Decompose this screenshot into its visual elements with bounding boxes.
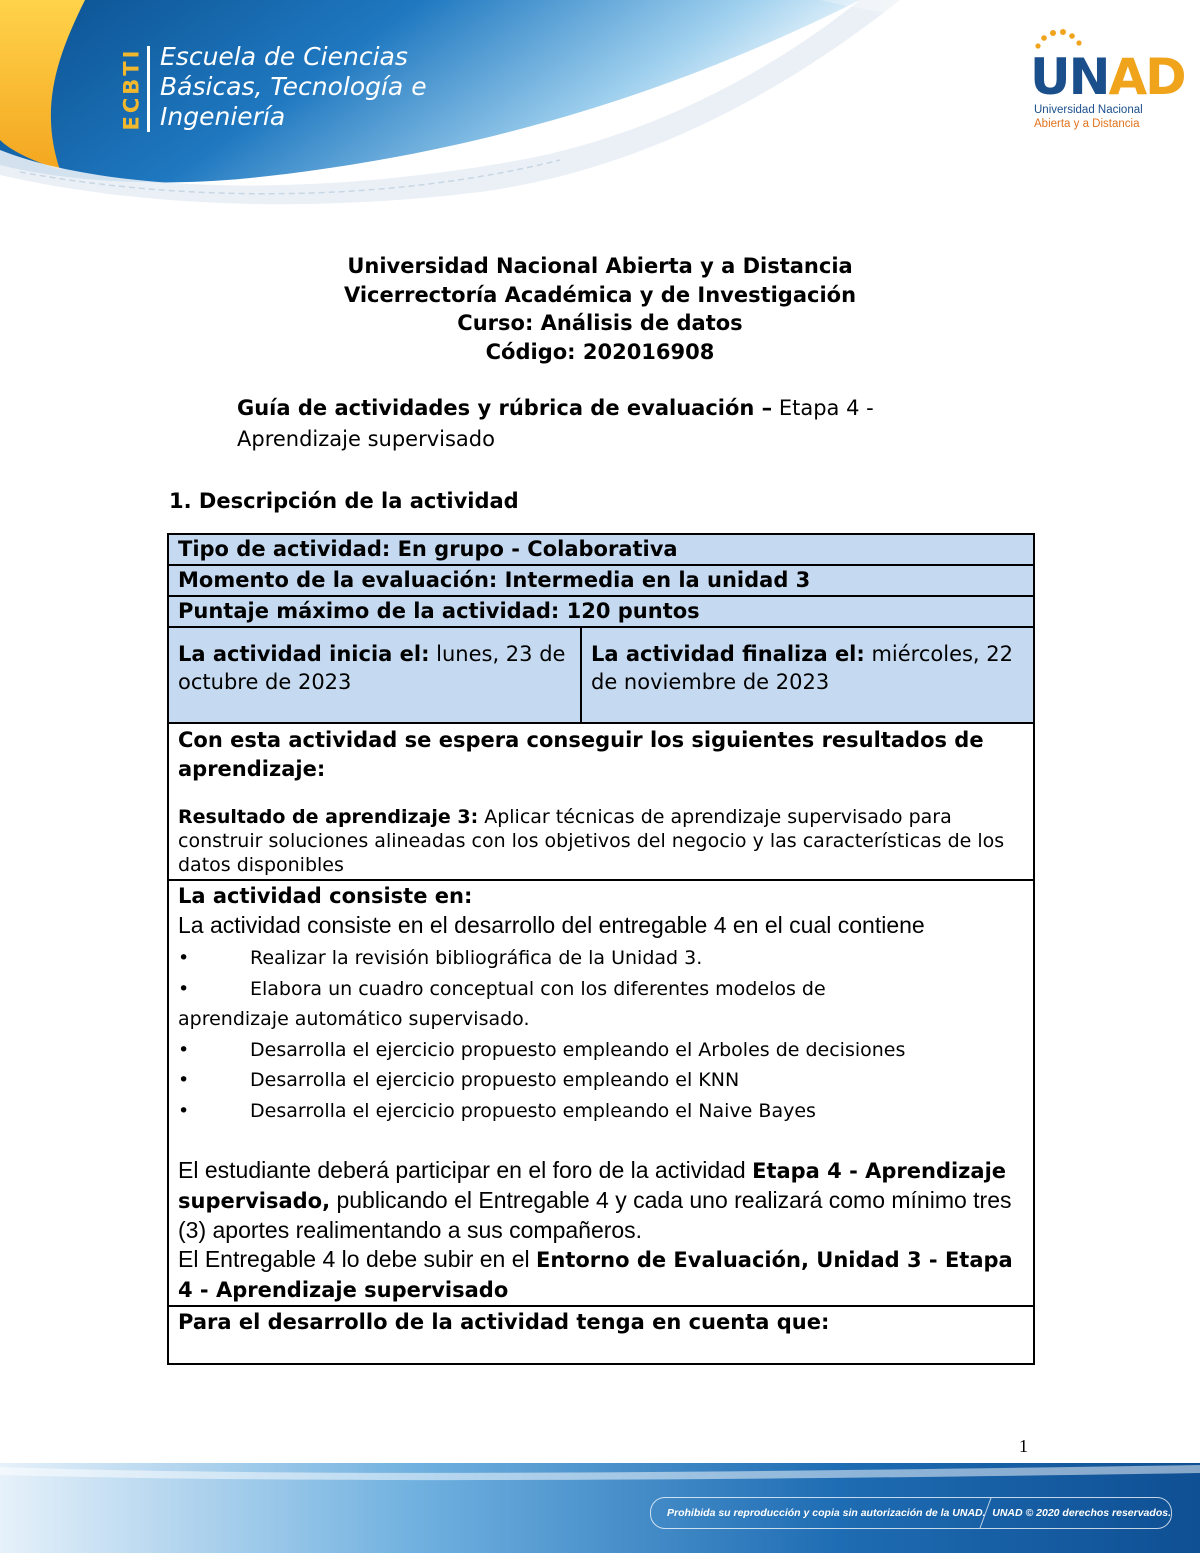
table-row — [168, 627, 1034, 723]
school-name-line: Ingeniería — [160, 102, 286, 131]
list-item-continuation: aprendizaje automático supervisado. — [178, 1008, 530, 1030]
activity-consists-heading: La actividad consiste en: — [178, 884, 473, 908]
section-title: 1. Descripción de la actividad — [169, 489, 519, 513]
submission-instructions: El Entregable 4 lo debe subir en el Entorno de Evaluación, Unidad 3 - Etapa 4 - Aprendizaje supervisado — [178, 1246, 1013, 1302]
table-row — [168, 596, 1034, 627]
course-name: Curso: Análisis de datos — [457, 311, 743, 335]
activity-task-list — [178, 943, 1033, 1126]
footer-banner — [0, 1463, 1200, 1553]
logo-subtitle-1: Universidad Nacional — [1034, 104, 1143, 116]
max-score-cell: Puntaje máximo de la actividad: 120 puntos — [168, 596, 1034, 627]
table-row — [168, 1306, 1034, 1364]
footer-copy-notice: Prohibida su reproducción y copia sin autorización de la UNAD. — [667, 1507, 986, 1519]
university-name: Universidad Nacional Abierta y a Distancia — [347, 254, 853, 278]
logo-subtitle-2: Abierta y a Distancia — [1034, 118, 1140, 130]
list-item: • Desarrolla el ejercicio propuesto empleando el KNN — [178, 1069, 740, 1091]
table-row — [168, 723, 1034, 880]
footer-rights: UNAD © 2020 derechos reservados. — [992, 1507, 1171, 1519]
logo-dots-icon — [1030, 28, 1090, 50]
list-item: • Realizar la revisión bibliográfica de la Unidad 3. — [178, 947, 703, 969]
ecbti-vertical-label: ECBTI — [119, 47, 143, 131]
evaluation-moment-cell: Momento de la evaluación: Intermedia en la unidad 3 — [168, 565, 1034, 596]
table-row — [168, 880, 1034, 1306]
footer-notice — [650, 1497, 1172, 1529]
guide-title-rest: Etapa 4 - Aprendizaje supervisado — [237, 396, 874, 451]
unad-wordmark — [1030, 48, 1185, 106]
unad-letter-n: N — [1068, 48, 1109, 106]
table-row — [168, 565, 1034, 596]
table-row — [168, 534, 1034, 565]
activity-consists-cell — [168, 880, 1034, 1306]
page-number: 1 — [1019, 1436, 1028, 1456]
learning-outcomes-heading: Con esta actividad se espera conseguir los siguientes resultados de aprendizaje: — [178, 728, 984, 781]
end-date-cell: La actividad finaliza el: miércoles, 22 de noviembre de 2023 — [581, 627, 1034, 723]
school-name-line: Básicas, Tecnología e — [160, 72, 427, 101]
development-notes-cell — [168, 1306, 1034, 1364]
list-item: • Desarrolla el ejercicio propuesto empleando el Arboles de decisiones — [178, 1038, 906, 1061]
document-title-block — [200, 252, 1000, 366]
unad-letter-u: U — [1030, 48, 1069, 106]
activity-description-table — [167, 533, 1035, 1365]
start-date-cell: La actividad inicia el: lunes, 23 de octubre de 2023 — [168, 627, 581, 723]
course-code: Código: 202016908 — [485, 339, 715, 364]
learning-outcome-3: Resultado de aprendizaje 3: Aplicar técnicas de aprendizaje supervisado para construir soluciones alineadas con los objetivos del negocio y las características de los datos disponibles — [178, 806, 1005, 876]
development-notes-heading: Para el desarrollo de la actividad tenga en cuenta que: — [178, 1310, 830, 1334]
list-item: • Desarrolla el ejercicio propuesto empleando el Naive Bayes — [178, 1099, 816, 1122]
school-name-line: Escuela de Ciencias — [160, 42, 408, 71]
activity-consists-intro: La actividad consiste en el desarrollo del entregable 4 en el cual contiene — [178, 912, 925, 938]
header-banner — [0, 0, 1200, 215]
header-divider — [147, 46, 150, 132]
school-name — [160, 42, 427, 132]
unad-logo — [1030, 28, 1185, 138]
guide-title — [237, 393, 997, 455]
list-item: • Elabora un cuadro conceptual con los diferentes modelos de — [178, 977, 826, 1000]
forum-instructions: El estudiante deberá participar en el foro de la actividad Etapa 4 - Aprendizaje supervisado, publicando el Entregable 4 y cada uno realizará como mínimo tres (3) aportes realimentando a sus compañeros. — [178, 1157, 1012, 1243]
activity-type-cell: Tipo de actividad: En grupo - Colaborativa — [168, 534, 1034, 565]
vicerrectoria: Vicerrectoría Académica y de Investigación — [343, 282, 857, 307]
unad-letters-ad: AD — [1108, 48, 1185, 106]
learning-outcomes-cell — [168, 723, 1034, 880]
guide-title-bold: Guía de actividades y rúbrica de evaluación – — [237, 396, 773, 420]
